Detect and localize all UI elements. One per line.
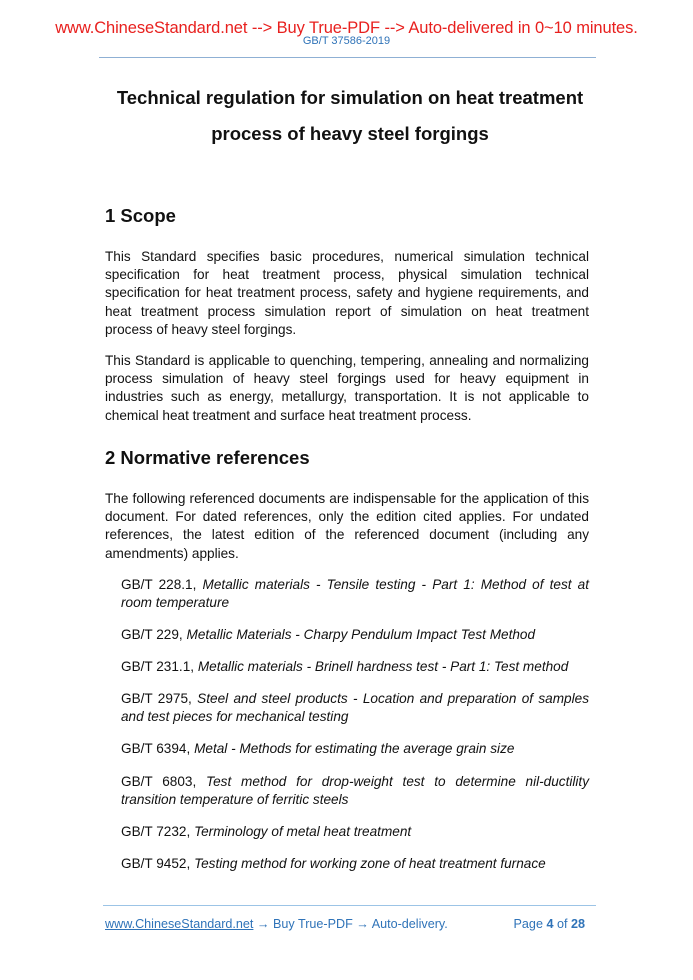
title-line-2: process of heavy steel forgings	[211, 123, 489, 144]
reference-title: Metal - Methods for estimating the average grain size	[194, 741, 515, 756]
reference-item	[121, 576, 589, 612]
page-of: of	[556, 917, 568, 931]
section-heading-normative-references: 2 Normative references	[105, 447, 310, 468]
reference-title: Metallic materials - Tensile testing - Part 1: Method of test at room temperature	[121, 577, 590, 611]
document-title	[90, 80, 610, 152]
footer-divider	[103, 905, 596, 906]
reference-item	[121, 773, 589, 809]
page-footer	[105, 916, 585, 932]
header-divider	[99, 57, 596, 58]
references-intro-paragraph: The following referenced documents are indispensable for the application of this document. For dated references, only the edition cited applies. For undated references, the latest edition of the referenced document (including any amendments) applies.	[105, 491, 589, 561]
reference-item	[121, 626, 589, 644]
reference-title: Terminology of metal heat treatment	[194, 824, 412, 839]
reference-code: GB/T 231.1,	[121, 659, 195, 674]
scope-paragraph-1: This Standard specifies basic procedures, numerical simulation technical specification for heat treatment process, physical simulation technical specification for heat treatment process, safety and hygiene requirements, and heat treatment process simulation report of simulation on heat treatment process of heavy steel forgings.	[105, 249, 589, 337]
reference-title: Testing method for working zone of heat treatment furnace	[194, 856, 546, 871]
reference-code: GB/T 6394,	[121, 741, 191, 756]
reference-code: GB/T 2975,	[121, 691, 192, 706]
reference-code: GB/T 9452,	[121, 856, 191, 871]
promo-banner[interactable]: www.ChineseStandard.net --> Buy True-PDF --> Auto-delivered in 0~10 minutes.	[55, 19, 638, 37]
section-heading-scope: 1 Scope	[105, 205, 176, 226]
reference-title: Metallic Materials - Charpy Pendulum Impact Test Method	[186, 627, 536, 642]
reference-code: GB/T 229,	[121, 627, 183, 642]
page-total: 28	[570, 917, 585, 931]
reference-item	[121, 823, 589, 841]
scope-paragraph-2: This Standard is applicable to quenching, tempering, annealing and normalizing process simulation of heavy steel forgings used for heavy equipment in industries such as energy, metallurgy, transportation. It is not applicable to chemical heat treatment and surface heat treatment process.	[105, 353, 589, 423]
reference-code: GB/T 228.1,	[121, 577, 197, 592]
footer-delivery-text: → Buy True-PDF → Auto-delivery.	[253, 917, 448, 931]
reference-title: Metallic materials - Brinell hardness test - Part 1: Test method	[197, 659, 569, 674]
page-label: Page	[513, 917, 543, 931]
reference-code: GB/T 7232,	[121, 824, 191, 839]
title-line-1: Technical regulation for simulation on heat treatment	[116, 87, 584, 108]
reference-item	[121, 855, 589, 873]
footer-site-link[interactable]: www.ChineseStandard.net	[105, 917, 254, 931]
reference-title: Steel and steel products - Location and preparation of samples and test pieces for mechanical testing	[121, 691, 589, 725]
reference-item	[121, 740, 589, 758]
reference-title: Test method for drop-weight test to determine nil-ductility transition temperature of ferritic steels	[121, 774, 589, 808]
reference-code: GB/T 6803,	[121, 774, 197, 789]
page-indicator	[514, 916, 585, 932]
reference-item	[121, 658, 589, 676]
standard-code: GB/T 37586-2019	[302, 35, 391, 47]
page-current: 4	[546, 917, 554, 931]
reference-item	[121, 690, 589, 726]
